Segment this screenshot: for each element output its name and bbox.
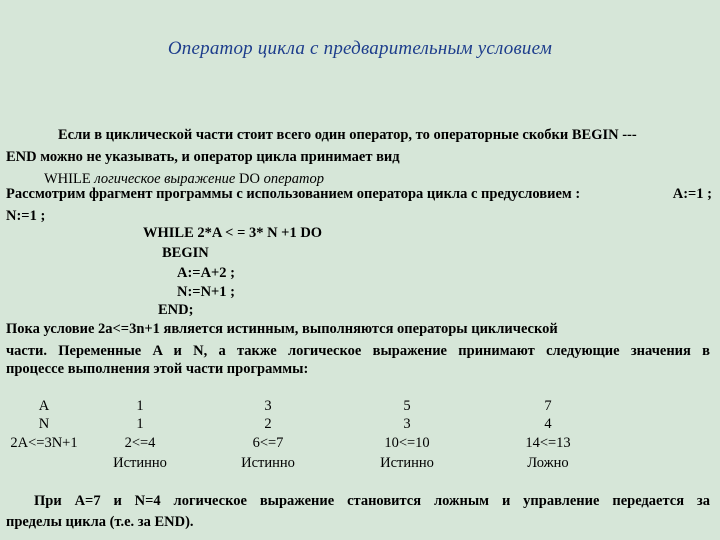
table-cell: 2<=4 (124, 435, 156, 451)
syntax-while: WHILE (44, 171, 91, 187)
para3-line2: части. Переменные A и N, а также логическое выражение принимают следующие значения в (6, 343, 710, 359)
table-cell: 14<=13 (525, 435, 571, 451)
para2-text: Рассмотрим фрагмент программы с использованием оператора цикла с предусловием : (6, 186, 581, 202)
table-cell: 6<=7 (252, 435, 284, 451)
code-line-4: N:=N+1 ; (177, 284, 235, 300)
para1-line2: END можно не указывать, и оператор цикла принимает вид (6, 149, 400, 165)
para2-assign-a: A:=1 ; (672, 186, 712, 202)
table-cell: 3 (403, 416, 411, 432)
table-cell: 1 (136, 398, 144, 414)
table-cell: 3 (264, 398, 272, 414)
table-cell: 7 (544, 398, 552, 414)
code-line-5: END; (158, 302, 194, 318)
para2-line1 (6, 186, 712, 203)
table-cell: 5 (403, 398, 411, 414)
para3-line1: Пока условие 2a<=3n+1 является истинным, выполняются операторы циклической (6, 321, 558, 337)
table-label-condition: 2A<=3N+1 (10, 435, 78, 451)
syntax-operator: оператор (263, 171, 324, 187)
para4-line1: При A=7 и N=4 логическое выражение становится ложным и управление передается за (34, 493, 710, 509)
table-cell: 4 (544, 416, 552, 432)
table-label-n: N (38, 416, 50, 432)
table-label-a: A (38, 398, 50, 414)
table-cell: Истинно (380, 455, 434, 471)
code-line-3: A:=A+2 ; (177, 265, 235, 281)
table-cell: Истинно (113, 455, 167, 471)
para2-line2: N:=1 ; (6, 208, 46, 224)
code-line-1: WHILE 2*A < = 3* N +1 DO (143, 225, 323, 241)
table-cell: Истинно (241, 455, 295, 471)
table-cell: Ложно (527, 455, 569, 471)
para3-line3: процессе выполнения этой части программы: (6, 361, 309, 377)
table-cell: 10<=10 (384, 435, 430, 451)
syntax-do: DO (238, 171, 260, 187)
table-cell: 2 (264, 416, 272, 432)
syntax-expression: логическое выражение (94, 171, 236, 187)
para4-line2: пределы цикла (т.е. за END). (6, 514, 194, 530)
para1-line1: Если в циклической части стоит всего один оператор, то операторные скобки BEGIN --- (58, 127, 637, 143)
page-title: Оператор цикла с предварительным условием (167, 38, 553, 59)
code-line-2: BEGIN (162, 245, 209, 261)
table-cell: 1 (136, 416, 144, 432)
